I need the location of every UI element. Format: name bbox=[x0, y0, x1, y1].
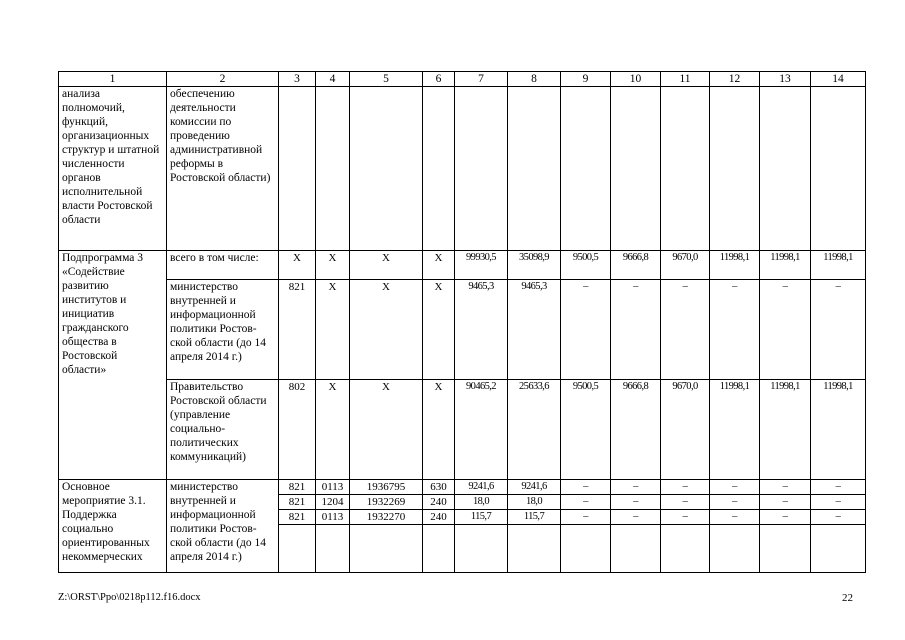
column-header: 8 bbox=[508, 72, 561, 87]
value-cell: 90465,2 bbox=[455, 380, 508, 480]
code-cell: X bbox=[350, 380, 423, 480]
column-header: 12 bbox=[710, 72, 760, 87]
column-header: 11 bbox=[661, 72, 710, 87]
value-cell: 9465,3 bbox=[455, 280, 508, 380]
column-header: 7 bbox=[455, 72, 508, 87]
code-cell: 630 bbox=[423, 480, 455, 495]
header-row bbox=[59, 72, 866, 87]
value-cell: – bbox=[710, 495, 760, 510]
code-cell: 1932269 bbox=[350, 495, 423, 510]
value-cell: 9500,5 bbox=[561, 380, 611, 480]
value-cell: – bbox=[710, 480, 760, 495]
code-cell: X bbox=[423, 380, 455, 480]
value-cell: – bbox=[611, 495, 661, 510]
column-header: 4 bbox=[316, 72, 350, 87]
value-cell: – bbox=[710, 280, 760, 380]
executor-cell: обеспечению деятельности комиссии по проведению административной реформы в Ростовской области) bbox=[167, 87, 279, 251]
value-cell: – bbox=[561, 495, 611, 510]
value-cell: – bbox=[661, 480, 710, 495]
value-cell: – bbox=[760, 495, 811, 510]
code-cell: 240 bbox=[423, 510, 455, 525]
column-header: 1 bbox=[59, 72, 167, 87]
code-cell: 821 bbox=[279, 495, 316, 510]
column-header: 5 bbox=[350, 72, 423, 87]
column-header: 3 bbox=[279, 72, 316, 87]
table-row bbox=[59, 380, 866, 480]
value-cell: 9241,6 bbox=[508, 480, 561, 495]
code-cell: X bbox=[423, 280, 455, 380]
value-cell: 11998,1 bbox=[710, 380, 760, 480]
value-cell: 11998,1 bbox=[760, 251, 811, 280]
executor-cell: министерство внутренней и информационной политики Ростов-ской области (до 14 апреля 2014 г.) bbox=[167, 280, 279, 380]
table-row bbox=[59, 280, 866, 380]
value-cell: – bbox=[760, 510, 811, 525]
value-cell: – bbox=[760, 480, 811, 495]
value-cell: 9666,8 bbox=[611, 251, 661, 280]
document-path: Z:\ORST\Ppo\0218p112.f16.docx bbox=[58, 592, 201, 603]
code-cell: 1936795 bbox=[350, 480, 423, 495]
table-row bbox=[59, 87, 866, 251]
code-cell: 1932270 bbox=[350, 510, 423, 525]
code-cell: 821 bbox=[279, 510, 316, 525]
value-cell: 25633,6 bbox=[508, 380, 561, 480]
code-cell: 240 bbox=[423, 495, 455, 510]
value-cell: – bbox=[561, 480, 611, 495]
column-header: 6 bbox=[423, 72, 455, 87]
column-header: 10 bbox=[611, 72, 661, 87]
code-cell: 0113 bbox=[316, 510, 350, 525]
value-cell: – bbox=[611, 480, 661, 495]
value-cell: 11998,1 bbox=[811, 380, 866, 480]
code-cell: X bbox=[350, 280, 423, 380]
value-cell: 115,7 bbox=[455, 510, 508, 525]
code-cell: 0113 bbox=[316, 480, 350, 495]
column-header: 13 bbox=[760, 72, 811, 87]
value-cell: – bbox=[811, 495, 866, 510]
value-cell: – bbox=[811, 510, 866, 525]
value-cell: 9500,5 bbox=[561, 251, 611, 280]
value-cell: 9670,0 bbox=[661, 251, 710, 280]
value-cell: 18,0 bbox=[508, 495, 561, 510]
budget-table bbox=[58, 71, 866, 573]
value-cell: 9465,3 bbox=[508, 280, 561, 380]
table-row bbox=[59, 480, 866, 495]
executor-cell: Правительство Ростовской области (управление социально-политических коммуникаций) bbox=[167, 380, 279, 480]
value-cell: – bbox=[811, 480, 866, 495]
code-cell: X bbox=[350, 251, 423, 280]
value-cell: 11998,1 bbox=[710, 251, 760, 280]
code-cell: X bbox=[316, 280, 350, 380]
value-cell: – bbox=[561, 280, 611, 380]
value-cell: 35098,9 bbox=[508, 251, 561, 280]
value-cell: 99930,5 bbox=[455, 251, 508, 280]
executor-cell: всего в том числе: bbox=[167, 251, 279, 280]
value-cell: – bbox=[611, 280, 661, 380]
code-cell: X bbox=[423, 251, 455, 280]
code-cell: 802 bbox=[279, 380, 316, 480]
value-cell: – bbox=[760, 280, 811, 380]
value-cell: – bbox=[611, 510, 661, 525]
code-cell: X bbox=[316, 251, 350, 280]
value-cell: 11998,1 bbox=[760, 380, 811, 480]
value-cell: 9666,8 bbox=[611, 380, 661, 480]
value-cell: – bbox=[561, 510, 611, 525]
code-cell: 821 bbox=[279, 480, 316, 495]
value-cell: 115,7 bbox=[508, 510, 561, 525]
value-cell: – bbox=[710, 510, 760, 525]
column-header: 9 bbox=[561, 72, 611, 87]
column-header: 14 bbox=[811, 72, 866, 87]
value-cell: – bbox=[811, 280, 866, 380]
code-cell: X bbox=[279, 251, 316, 280]
code-cell: 1204 bbox=[316, 495, 350, 510]
value-cell: 9670,0 bbox=[661, 380, 710, 480]
table-row bbox=[59, 251, 866, 280]
executor-cell: министерство внутренней и информационной политики Ростов-ской области (до 14 апреля 2014 г.) bbox=[167, 480, 279, 573]
page-number: 22 bbox=[842, 592, 853, 604]
value-cell: 9241,6 bbox=[455, 480, 508, 495]
program-name-cell: анализа полномочий, функций, организационных структур и штатной численности органов исполнительной власти Ростовской области bbox=[59, 87, 167, 251]
column-header: 2 bbox=[167, 72, 279, 87]
value-cell: – bbox=[661, 280, 710, 380]
program-name-cell: Основное мероприятие 3.1. Поддержка социально ориентированных некоммерческих bbox=[59, 480, 167, 573]
code-cell: 821 bbox=[279, 280, 316, 380]
value-cell: – bbox=[661, 510, 710, 525]
value-cell: – bbox=[661, 495, 710, 510]
value-cell: 18,0 bbox=[455, 495, 508, 510]
program-name-cell: Подпрограмма 3 «Содействие развитию институтов и инициатив гражданского общества в Ростовской области» bbox=[59, 251, 167, 480]
code-cell: X bbox=[316, 380, 350, 480]
value-cell: 11998,1 bbox=[811, 251, 866, 280]
